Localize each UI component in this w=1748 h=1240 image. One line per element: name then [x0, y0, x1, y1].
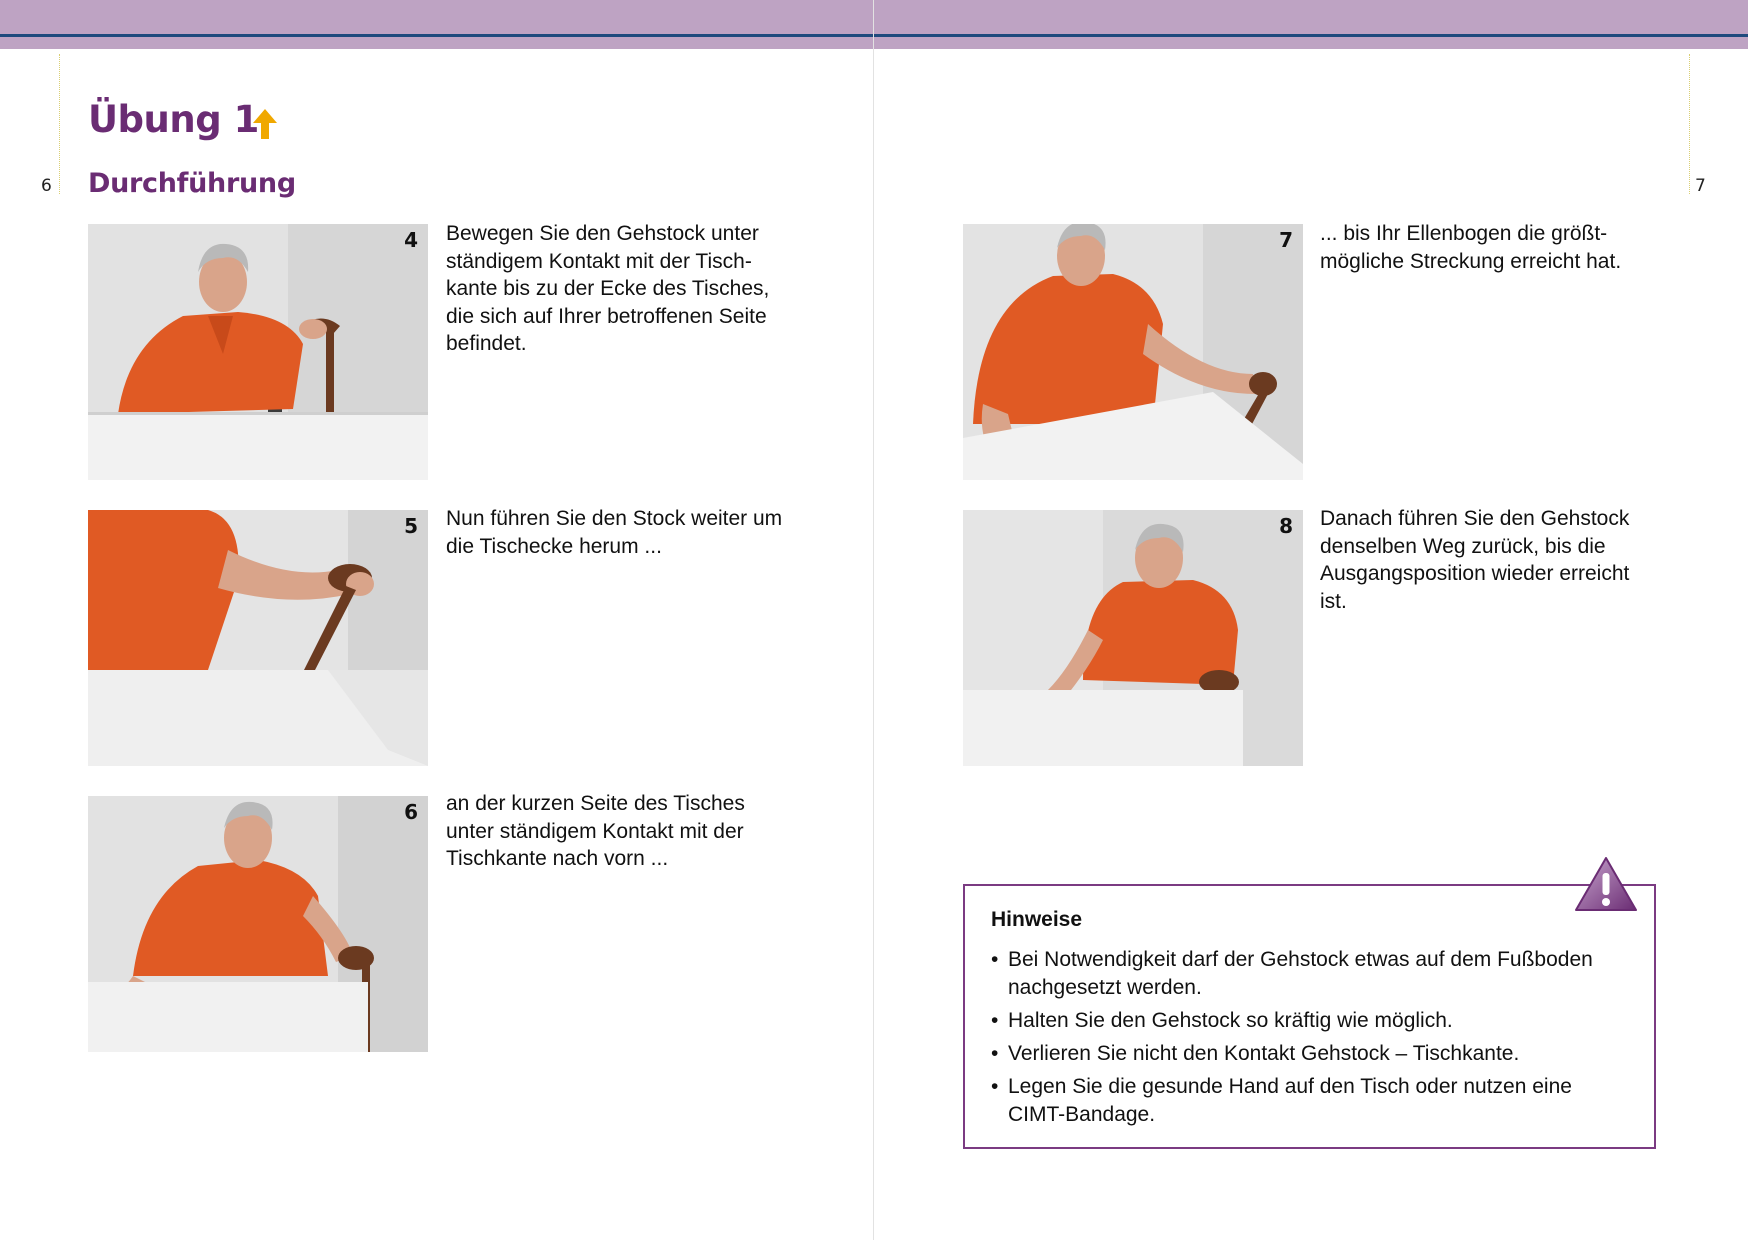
list-item: • Legen Sie die gesunde Hand auf den Tisch oder nutzen eine CIMT-Bandage. [991, 1073, 1631, 1129]
header-rule [0, 34, 1748, 37]
step-number: 7 [1279, 228, 1293, 252]
photo-illustration [963, 510, 1303, 766]
step-number: 4 [404, 228, 418, 252]
header-band [0, 0, 1748, 49]
list-item: • Verlieren Sie nicht den Kontakt Gehstock – Tischkante. [991, 1040, 1631, 1068]
arrow-up-icon [250, 107, 280, 141]
step-photo-4 [88, 224, 428, 480]
step-number: 8 [1279, 514, 1293, 538]
list-item: • Halten Sie den Gehstock so kräftig wie möglich. [991, 1007, 1631, 1035]
notes-box [963, 884, 1656, 1149]
step-number: 5 [404, 514, 418, 538]
page-number-right: 7 [1695, 176, 1706, 196]
right-margin-guide [1689, 54, 1690, 194]
photo-illustration [963, 224, 1303, 480]
step-photo-8 [963, 510, 1303, 766]
notes-title: Hinweise [991, 908, 1083, 931]
warning-triangle-icon [1573, 855, 1639, 913]
step-photo-7 [963, 224, 1303, 480]
notes-list [991, 946, 1631, 1134]
photo-illustration [88, 510, 428, 766]
step-text-7: ... bis Ihr Ellenbogen die größtmögliche Streckung erreicht hat. [1320, 222, 1622, 273]
step-text-8: Danach führen Sie den Gehstock denselben Weg zurück, bis die Ausgangsposition wieder erreicht ist. [1320, 507, 1630, 613]
step-text-5: Nun führen Sie den Stock weiter um die Tischecke herum ... [446, 507, 783, 558]
left-margin-guide [59, 54, 60, 194]
step-photo-6 [88, 796, 428, 1052]
page-title: Übung 1 [88, 98, 259, 141]
step-number: 6 [404, 800, 418, 824]
photo-illustration [88, 224, 428, 480]
step-text-4: Bewegen Sie den Gehstock unter ständigem Kontakt mit der Tischkante bis zu der Ecke des Tisches, die sich auf Ihrer betroffenen Seite befindet. [446, 222, 770, 355]
section-subtitle: Durchführung [88, 168, 296, 199]
list-item: • Bei Notwendigkeit darf der Gehstock etwas auf dem Fußboden nachgesetzt werden. [991, 946, 1631, 1002]
step-text-6: an der kurzen Seite des Tisches unter ständigem Kontakt mit der Tischkante nach vorn ... [446, 792, 745, 870]
photo-illustration [88, 796, 428, 1052]
step-photo-5 [88, 510, 428, 766]
page-number-left: 6 [41, 176, 52, 196]
page-spine [873, 0, 874, 1240]
